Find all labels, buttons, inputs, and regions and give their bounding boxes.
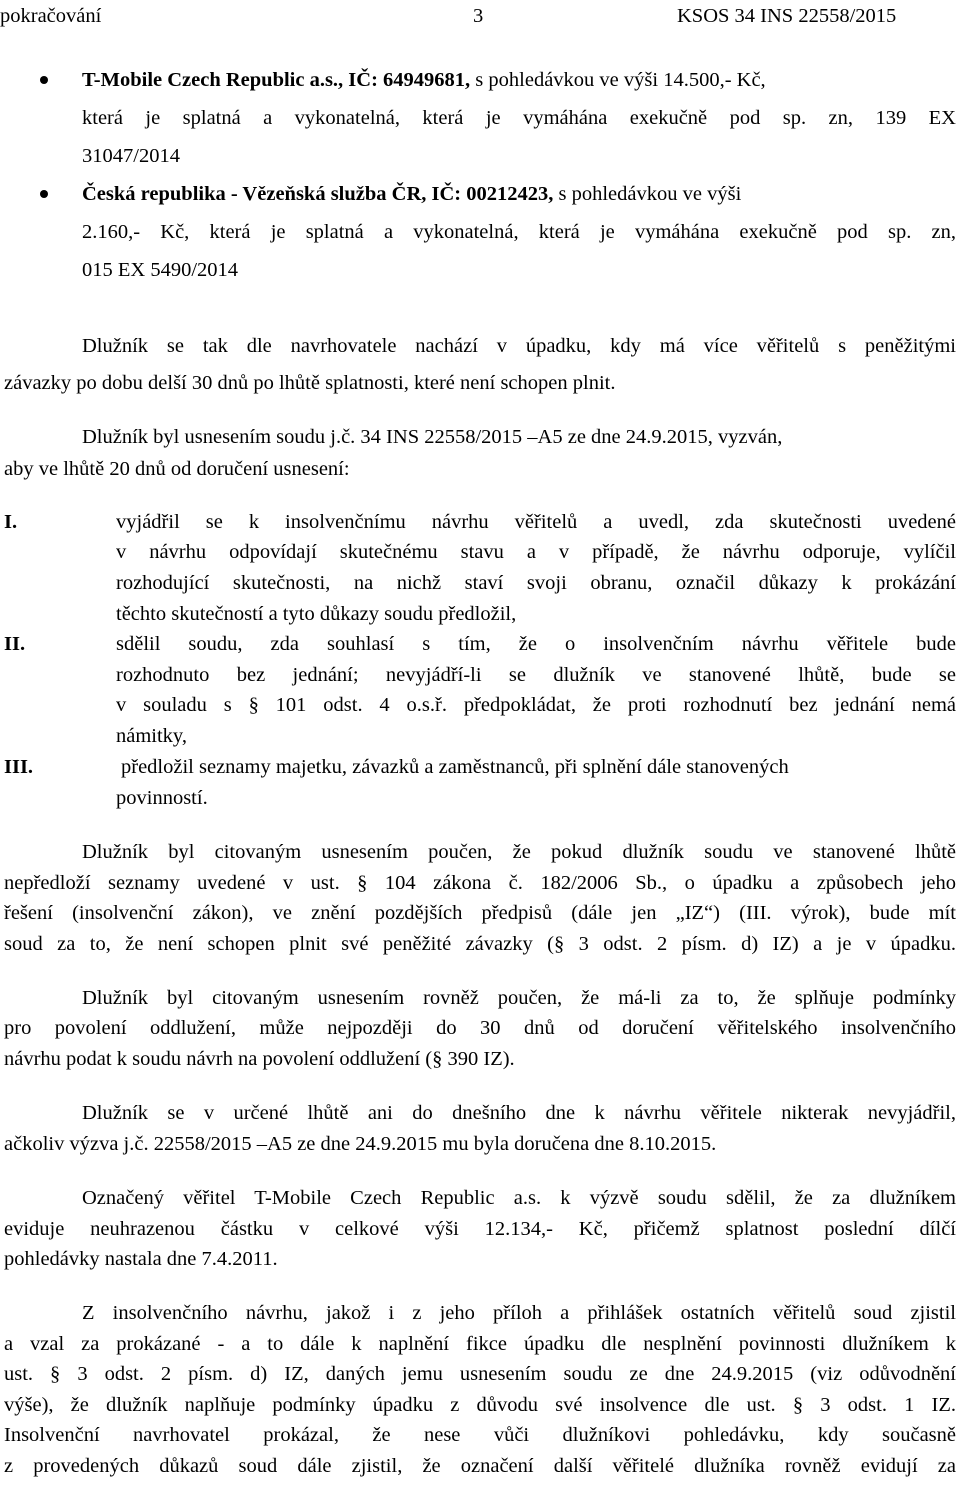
creditor-1-name: T-Mobile Czech Republic a.s., IČ: 64949681,: [82, 69, 471, 91]
para-7-line-3: ust. § 3 odst. 2 písm. d) IZ, daných jemu usnesením soudu ze dne 24.9.2015 (viz odůvodnění: [4, 1363, 956, 1385]
para-6-line-1: Označený věřitel T-Mobile Czech Republic a.s. k výzvě soudu sdělil, že za dlužníkem: [82, 1187, 956, 1209]
para-4-line-1: Dlužník byl citovaným usnesením rovněž poučen, že má-li za to, že splňuje podmínky: [82, 987, 956, 1009]
para-1-line-1: Dlužník se tak dle navrhovatele nachází v úpadku, kdy má více věřitelů s peněžitými: [82, 335, 956, 357]
creditor-1-line-3: 31047/2014: [82, 145, 180, 167]
creditor-2-name: Česká republika - Vězeňská služba ČR, IČ: 00212423,: [82, 183, 554, 205]
list-item-1-line-1: vyjádřil se k insolvenčnímu návrhu věřitelů a uvedl, zda skutečnosti uvedené: [116, 511, 956, 533]
list-item-2-line-2: rozhodnuto bez jednání; nevyjádří-li se dlužník ve stanovené lhůtě, bude se: [116, 664, 956, 686]
list-item-3-line-1: předložil seznamy majetku, závazků a zaměstnanců, při splnění dále stanovených: [121, 756, 789, 778]
para-7-line-1: Z insolvenčního návrhu, jakož i z jeho příloh a přihlášek ostatních věřitelů soud zjistil: [82, 1302, 956, 1324]
para-3-line-4: soud za to, že není schopen plnit své peněžité závazky (§ 3 odst. 2 písm. d) IZ) a je v úpadku.: [4, 933, 956, 955]
para-6-line-2: eviduje neuhrazenou částku v celkové výši 12.134,- Kč, přičemž splatnost poslední dílčí: [4, 1218, 956, 1240]
list-item-number: I.: [4, 511, 18, 533]
list-item-3-line-2: povinností.: [116, 787, 208, 809]
bullet-icon: [40, 76, 48, 84]
creditor-2-line-3: 015 EX 5490/2014: [82, 259, 239, 281]
creditor-2-line-1: [82, 184, 741, 205]
header-continuation: pokračování: [0, 5, 102, 27]
creditor-2-claim: s pohledávkou ve výši: [553, 183, 742, 205]
list-item-2-line-3: v souladu s § 101 odst. 4 o.s.ř. předpokládat, že proti rozhodnutí bez jednání nemá: [116, 694, 956, 716]
bullet-icon: [40, 190, 48, 198]
para-2-line-2: aby ve lhůtě 20 dnů od doručení usnesení:: [4, 458, 350, 480]
list-item-number: II.: [4, 633, 26, 655]
list-item-2-line-1: sdělil soudu, zda souhlasí s tím, že o insolvenčním návrhu věřitele bude: [116, 633, 956, 655]
para-3-line-1: Dlužník byl citovaným usnesením poučen, že pokud dlužník soudu ve stanovené lhůtě: [82, 841, 956, 863]
para-4-line-3: návrhu podat k soudu návrh na povolení oddlužení (§ 390 IZ).: [4, 1048, 515, 1070]
para-1-line-2: závazky po dobu delší 30 dnů po lhůtě splatnosti, které není schopen plnit.: [4, 372, 616, 394]
para-7-line-2: a vzal za prokázané - a to dále k naplnění fikce úpadku dle nesplnění povinnosti dlužníkem k: [4, 1333, 956, 1355]
creditor-1-line-1: [82, 70, 956, 91]
list-item-1-line-2: v návrhu odpovídají skutečnému stavu a v případě, že návrhu odporuje, vylíčil: [116, 541, 956, 563]
para-3-line-3: řešení (insolvenční zákon), ve znění pozdějších předpisů (dále jen „IZ“) (III. výrok), bude mít: [4, 902, 956, 924]
para-4-line-2: pro povolení oddlužení, může nejpozději do 30 dnů od doručení věřitelského insolvenčního: [4, 1017, 956, 1039]
para-7-line-5: Insolvenční navrhovatel prokázal, že nese vůči dlužníkovi pohledávku, kdy současně: [4, 1424, 956, 1446]
list-item-number: III.: [4, 756, 34, 778]
creditor-2-line-2: 2.160,- Kč, která je splatná a vykonatelná, která je vymáhána exekučně pod sp. zn,: [82, 221, 956, 243]
para-7-line-6: z provedených důkazů soud dále zjistil, že označení další věřitelé dlužníka rovněž evidují za: [4, 1455, 956, 1477]
para-3-line-2: nepředloží seznamy uvedené v ust. § 104 zákona č. 182/2006 Sb., o úpadku a způsobech jeho: [4, 872, 956, 894]
para-2-line-1: Dlužník byl usnesením soudu j.č. 34 INS 22558/2015 –A5 ze dne 24.9.2015, vyzván,: [82, 426, 783, 448]
para-7-line-4: výše), že dlužník naplňuje podmínky úpadku z důvodu své insolvence dle ust. § 3 odst. 1 IZ.: [4, 1394, 956, 1416]
case-reference: KSOS 34 INS 22558/2015: [677, 5, 897, 27]
para-6-line-3: pohledávky nastala dne 7.4.2011.: [4, 1248, 278, 1270]
creditor-1-claim: s pohledávkou ve výši 14.500,- Kč,: [470, 69, 766, 91]
list-item-2-line-4: námitky,: [116, 725, 187, 747]
list-item-1-line-4: těchto skutečností a tyto důkazy soudu předložil,: [116, 603, 517, 625]
para-5-line-2: ačkoliv výzva j.č. 22558/2015 –A5 ze dne 24.9.2015 mu byla doručena dne 8.10.2015.: [4, 1133, 717, 1155]
page-number: 3: [473, 5, 484, 27]
creditor-1-line-2: která je splatná a vykonatelná, která je vymáhána exekučně pod sp. zn, 139 EX: [82, 107, 956, 129]
list-item-1-line-3: rozhodující skutečnosti, na nichž staví svoji obranu, označil důkazy k prokázání: [116, 572, 956, 594]
para-5-line-1: Dlužník se v určené lhůtě ani do dnešního dne k návrhu věřitele nikterak nevyjádřil,: [82, 1102, 956, 1124]
